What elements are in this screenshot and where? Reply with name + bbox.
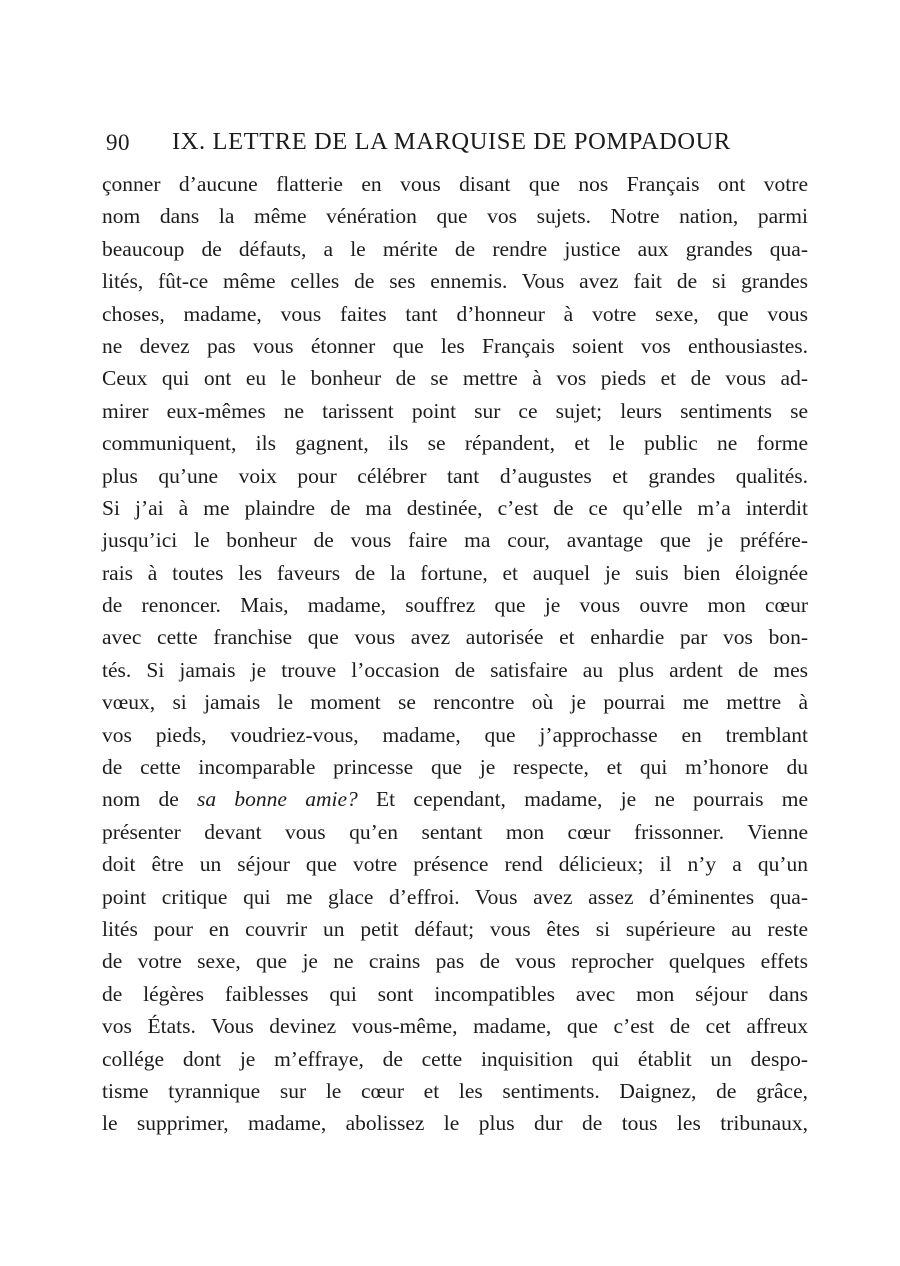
page-header xyxy=(106,124,806,164)
text-line: avec cette franchise que vous avez autorisée et enhardie par vos bon- xyxy=(102,625,808,650)
page-number: 90 xyxy=(106,130,130,155)
text-line: de renoncer. Mais, madame, souffrez que je vous ouvre mon cœur xyxy=(102,593,808,618)
text-line: de cette incomparable princesse que je respecte, et qui m’honore du xyxy=(102,755,808,780)
line-segment: nom de xyxy=(102,787,198,812)
text-line: de légères faiblesses qui sont incompatibles avec mon séjour dans xyxy=(102,981,808,1006)
text-line: le supprimer, madame, abolissez le plus dur de tous les tribunaux, xyxy=(102,1111,808,1136)
letter-body xyxy=(102,168,808,1140)
text-line-with-italic xyxy=(102,783,808,815)
text-line: beaucoup de défauts, a le mérite de rendre justice aux grandes qua- xyxy=(102,236,808,261)
text-line: lités pour en couvrir un petit défaut; vous êtes si supérieure au reste xyxy=(102,916,808,941)
text-line: communiquent, ils gagnent, ils se répandent, et le public ne forme xyxy=(102,431,808,456)
text-line: présenter devant vous qu’en sentant mon cœur frissonner. Vienne xyxy=(102,819,808,844)
line-segment: Et cependant, madame, je ne pourrais me xyxy=(357,787,808,812)
text-line: tisme tyrannique sur le cœur et les sentiments. Daignez, de grâce, xyxy=(102,1078,808,1103)
text-line: ne devez pas vous étonner que les Français soient vos enthousiastes. xyxy=(102,333,808,358)
italic-phrase: sa bonne amie? xyxy=(197,787,358,812)
text-line: vos pieds, voudriez-vous, madame, que j’approchasse en tremblant xyxy=(102,722,808,747)
text-line: collége dont je m’effraye, de cette inquisition qui établit un despo- xyxy=(102,1046,808,1071)
text-line: vœux, si jamais le moment se rencontre où je pourrai me mettre à xyxy=(102,690,808,715)
text-line: rais à toutes les faveurs de la fortune, et auquel je suis bien éloignée xyxy=(102,560,808,585)
text-line: point critique qui me glace d’effroi. Vous avez assez d’éminentes qua- xyxy=(102,884,808,909)
text-line: çonner d’aucune flatterie en vous disant que nos Français ont votre xyxy=(102,172,808,196)
text-line: choses, madame, vous faites tant d’honneur à votre sexe, que vous xyxy=(102,301,808,326)
text-line: doit être un séjour que votre présence rend délicieux; il n’y a qu’un xyxy=(102,852,808,877)
text-line: vos États. Vous devinez vous-même, madame, que c’est de cet affreux xyxy=(102,1014,808,1039)
text-line: nom dans la même vénération que vos sujets. Notre nation, parmi xyxy=(102,204,808,229)
text-line: plus qu’une voix pour célébrer tant d’augustes et grandes qualités. xyxy=(102,463,808,488)
text-line: mirer eux-mêmes ne tarissent point sur ce sujet; leurs sentiments se xyxy=(102,398,808,423)
running-head: IX. LETTRE DE LA MARQUISE DE POMPADOUR xyxy=(172,128,731,155)
text-line: tés. Si jamais je trouve l’occasion de satisfaire au plus ardent de mes xyxy=(102,657,808,682)
text-line: jusqu’ici le bonheur de vous faire ma cour, avantage que je préfére- xyxy=(102,528,808,553)
text-line: lités, fût-ce même celles de ses ennemis. Vous avez fait de si grandes xyxy=(102,269,808,294)
text-line: Ceux qui ont eu le bonheur de se mettre à vos pieds et de vous ad- xyxy=(102,366,808,391)
text-line: de votre sexe, que je ne crains pas de vous reprocher quelques effets xyxy=(102,949,808,974)
text-line: Si j’ai à me plaindre de ma destinée, c’est de ce qu’elle m’a interdit xyxy=(102,495,808,520)
